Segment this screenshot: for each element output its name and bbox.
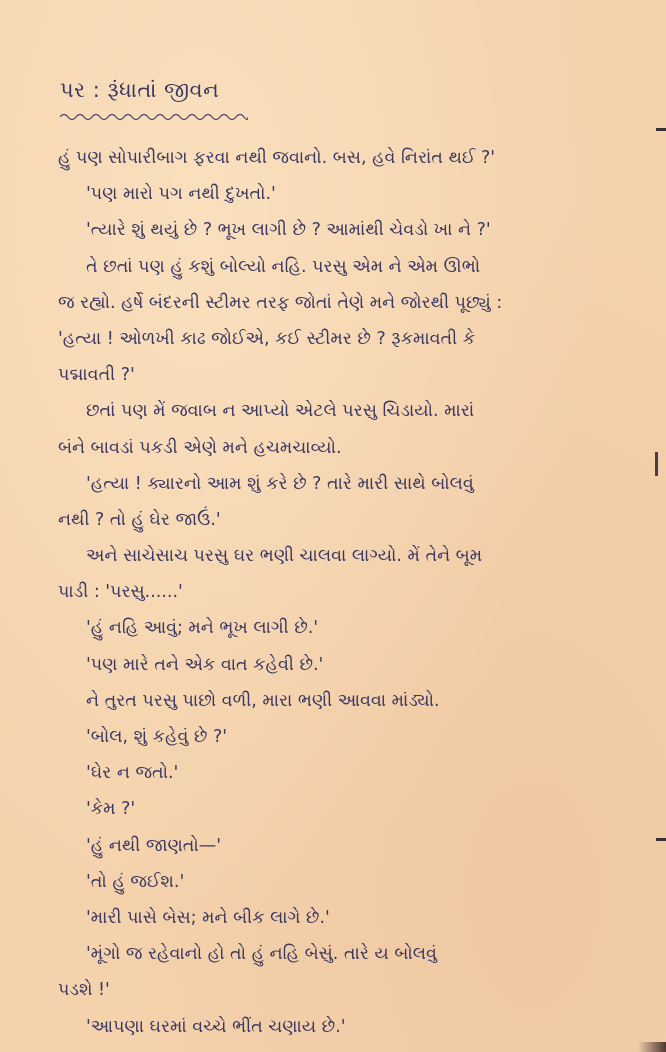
text-line: અને સાચેસાચ પરસુ ઘર ભણી ચાલવા લાગ્યો. મેં તેને બૂમ: [86, 546, 483, 567]
text-line: 'પણ મારો પગ નથી દુખતો.': [86, 184, 276, 205]
text-line: 'હું નહિ આવું; મને ભૂખ લાગી છે.': [86, 618, 319, 639]
running-header: [60, 78, 219, 103]
text-line: 'ત્યારે શું થયું છે ? ભૂખ લાગી છે ? આમાંથી ચેવડો ખા ને ?': [86, 220, 491, 241]
scan-edge-mark: [656, 128, 666, 131]
text-line: 'તો હું જઈશ.': [86, 871, 185, 892]
body-text: [58, 140, 618, 1045]
text-line: બંને બાવડાં પકડી એણે મને હચમચાવ્યો.: [58, 437, 342, 458]
header-separator: :: [92, 78, 101, 102]
scan-edge-mark: [655, 452, 658, 476]
text-line: પાડી : 'પરસુ......': [58, 582, 183, 603]
text-line: 'મૂંગો જ રહેવાનો હો તો હું નહિ બેસું. તારે ય બોલવું: [86, 944, 437, 965]
text-line: નથી ? તો હું ઘેર જાઉં.': [58, 509, 221, 530]
text-line: હું પણ સોપારીબાગ ફરવા નથી જવાનો. બસ, હવે નિરાંત થઈ ?': [58, 148, 496, 168]
text-line: છતાં પણ મેં જવાબ ન આપ્યો એટલે પરસુ ચિડાયો. મારાં: [86, 401, 475, 422]
text-line: 'મારી પાસે બેસ; મને બીક લાગે છે.': [86, 907, 330, 928]
text-line: 'બોલ, શું કહેવું છે ?': [86, 727, 228, 747]
scan-edge-mark: [656, 838, 666, 841]
text-line: તે છતાં પણ હું કશું બોલ્યો નહિ. પરસુ એમ ને એમ ઊભો: [86, 256, 481, 277]
wavy-underline: [60, 112, 248, 122]
text-line: 'આપણા ઘરમાં વચ્ચે ભીંત ચણાય છે.': [86, 1016, 346, 1037]
text-line: જ રહ્યો. હર્ષે બંદરની સ્ટીમર તરફ જોતાં તેણે મને જોરથી પૂછ્યું :: [58, 292, 503, 313]
text-line: 'પણ મારે તને એક વાત કહેવી છે.': [86, 654, 324, 675]
text-line: 'ઘેર ન જતો.': [86, 763, 179, 784]
chapter-title: રૂંધાતાં જીવન: [107, 78, 220, 102]
text-line: પદ્માવતી ?': [58, 365, 135, 386]
text-line: ને તુરત પરસુ પાછો વળી, મારા ભણી આવવા માંડ્યો.: [86, 690, 440, 711]
text-line: 'હું નથી જાણતો—': [86, 835, 222, 856]
text-line: 'હત્યા ! ક્યારનો આમ શું કરે છે ? તારે મારી સાથે બોલવું: [86, 473, 474, 494]
page-number: પર: [60, 78, 86, 102]
scan-corner-shadow: [638, 1042, 666, 1052]
text-line: પડશે !': [58, 980, 110, 1001]
text-line: 'કેમ ?': [86, 799, 136, 820]
text-line: 'હત્યા ! ઓળખી કાઢ જોઈએ, કઈ સ્ટીમર છે ? રૂકમાવતી કે: [58, 328, 476, 349]
